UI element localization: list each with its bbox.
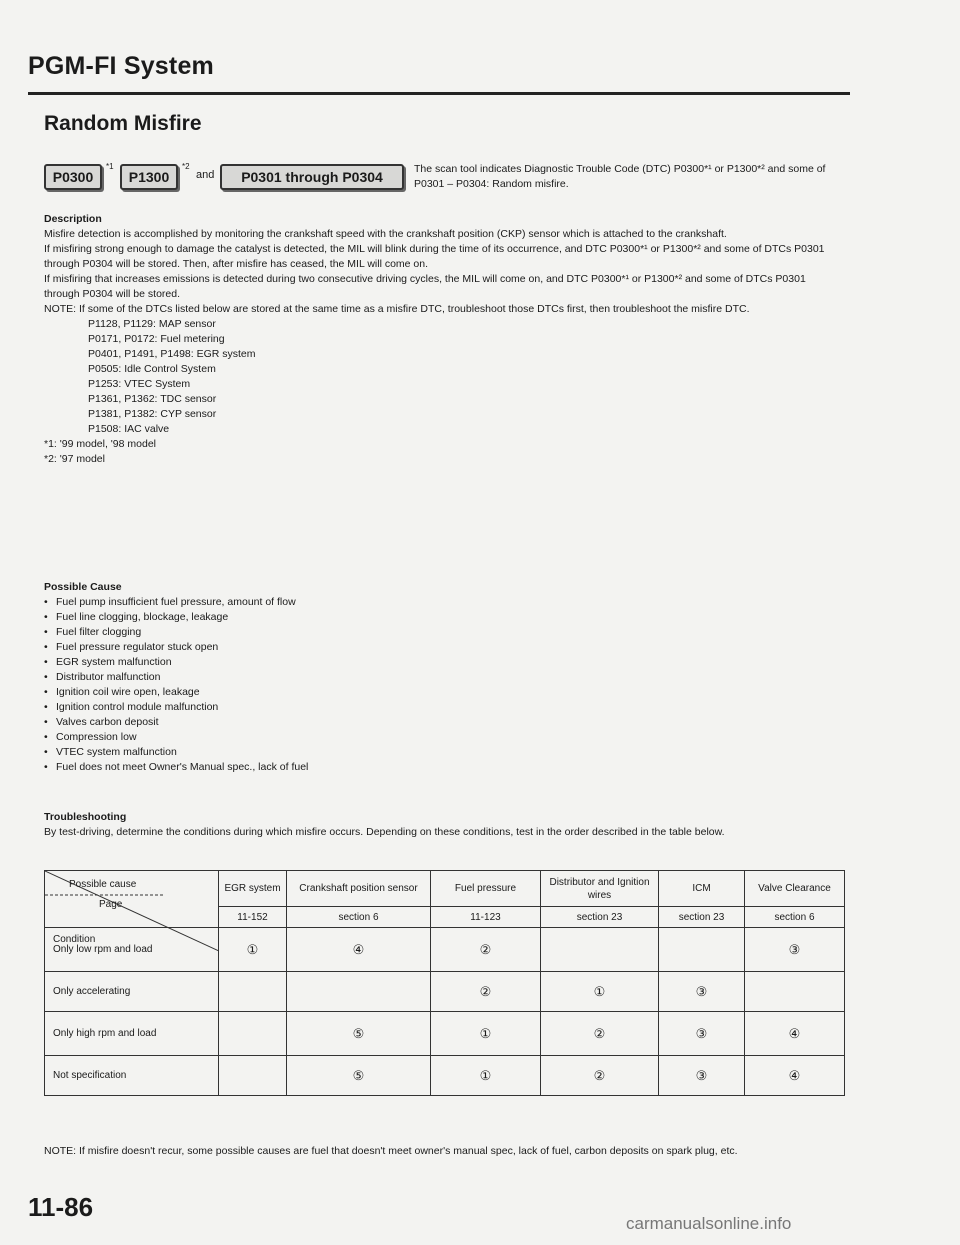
column-page-ref: section 23 <box>541 907 659 928</box>
possible-cause-item: • Distributor malfunction <box>44 670 844 685</box>
watermark: carmanualsonline.info <box>626 1214 792 1233</box>
corner-label-possible-cause: Possible cause <box>69 879 137 890</box>
related-dtc-item: P1508: IAC valve <box>88 423 170 435</box>
related-dtc-item: P1361, P1362: TDC sensor <box>88 393 217 405</box>
row-condition: Only accelerating <box>45 972 219 1012</box>
column-header: ICM <box>659 871 745 907</box>
row-condition: Only low rpm and load <box>45 928 219 972</box>
order-cell: ② <box>431 972 541 1012</box>
related-dtc-item: P1253: VTEC System <box>88 378 191 390</box>
possible-cause-item: • VTEC system malfunction <box>44 745 844 760</box>
row-condition: Only high rpm and load <box>45 1012 219 1056</box>
order-cell: ④ <box>745 1012 845 1056</box>
column-header: Fuel pressure <box>431 871 541 907</box>
description-note: NOTE: If some of the DTCs listed below are stored at the same time as a misfire DTC, troubleshoot those DTCs first, then troubleshoot the misfire DTC. <box>44 303 750 315</box>
dtc-code-box: P1300 <box>120 164 178 190</box>
footnote: *2: '97 model <box>44 453 105 465</box>
order-cell <box>219 972 287 1012</box>
order-cell: ③ <box>659 1012 745 1056</box>
order-cell <box>745 972 845 1012</box>
related-dtc-item: P0171, P0172: Fuel metering <box>88 333 225 345</box>
table-header-row <box>45 871 845 907</box>
column-header: Crankshaft position sensor <box>287 871 431 907</box>
dtc-description: The scan tool indicates Diagnostic Trouble Code (DTC) P0300*¹ or P1300*² and some of P0301 – P0304: Random misfire. <box>414 163 826 190</box>
order-cell <box>287 972 431 1012</box>
related-dtc-list <box>44 317 844 437</box>
corner-label-condition: Condition <box>53 934 96 945</box>
order-cell: ③ <box>659 972 745 1012</box>
order-cell <box>541 928 659 972</box>
order-cell: ② <box>541 1012 659 1056</box>
troubleshooting-heading: Troubleshooting <box>44 811 127 823</box>
table-row <box>45 972 845 1012</box>
footer-note: NOTE: If misfire doesn't recur, some possible causes are fuel that doesn't meet owner's manual spec, lack of fuel, carbon deposits on spark plug, etc. <box>44 1145 738 1157</box>
possible-cause-section <box>44 580 844 775</box>
row-condition: Not specification <box>45 1056 219 1096</box>
description-paragraph: If misfiring strong enough to damage the catalyst is detected, the MIL will blink during the time of its occurrence, and DTC P0300*¹ or P1300*² and some of DTCs P0301 through P0304 will be stored. Then, after misfire has ceased, the MIL will come on. <box>44 243 825 270</box>
order-cell: ③ <box>659 1056 745 1096</box>
possible-cause-item: • Fuel line clogging, blockage, leakage <box>44 610 844 625</box>
table-row <box>45 1012 845 1056</box>
order-cell: ③ <box>745 928 845 972</box>
section-title: Random Misfire <box>44 112 202 135</box>
possible-cause-item: • Fuel pressure regulator stuck open <box>44 640 844 655</box>
possible-cause-item: • Ignition control module malfunction <box>44 700 844 715</box>
table-corner-cell <box>45 871 219 945</box>
order-cell: ① <box>219 928 287 972</box>
description-paragraph: Misfire detection is accomplished by monitoring the crankshaft speed with the crankshaft position (CKP) sensor which is attached to the crankshaft. <box>44 228 727 240</box>
order-cell <box>659 928 745 972</box>
order-cell: ① <box>431 1012 541 1056</box>
possible-cause-item: • Fuel filter clogging <box>44 625 844 640</box>
column-page-ref: section 6 <box>745 907 845 928</box>
order-cell: ① <box>541 972 659 1012</box>
description-paragraph: If misfiring that increases emissions is detected during two consecutive driving cycles, the MIL will come on, and DTC P0300*¹ or P1300*² and some of DTCs P0301 through P0304 will be stored. <box>44 273 806 300</box>
table-row <box>45 1056 845 1096</box>
order-cell: ④ <box>287 928 431 972</box>
footnote-marker: *2 <box>182 162 190 171</box>
column-page-ref: 11-123 <box>431 907 541 928</box>
possible-cause-item: • Fuel pump insufficient fuel pressure, amount of flow <box>44 595 844 610</box>
possible-cause-item: • Ignition coil wire open, leakage <box>44 685 844 700</box>
dtc-code-box: P0300 <box>44 164 102 190</box>
possible-cause-list <box>44 595 844 775</box>
column-header: Valve Clearance <box>745 871 845 907</box>
column-page-ref: section 6 <box>287 907 431 928</box>
description-section <box>44 212 844 467</box>
and-word: and <box>196 169 215 181</box>
footnote: *1: '99 model, '98 model <box>44 438 156 450</box>
column-header: Distributor and Ignition wires <box>541 871 659 907</box>
page-header-title: PGM-FI System <box>28 52 214 80</box>
order-cell: ⑤ <box>287 1056 431 1096</box>
corner-label-page: Page <box>99 899 123 910</box>
troubleshooting-table <box>44 870 845 1096</box>
description-heading: Description <box>44 213 102 225</box>
possible-cause-item: • Valves carbon deposit <box>44 715 844 730</box>
possible-cause-item: • EGR system malfunction <box>44 655 844 670</box>
order-cell <box>219 1056 287 1096</box>
order-cell: ② <box>431 928 541 972</box>
related-dtc-item: P0401, P1491, P1498: EGR system <box>88 348 256 360</box>
order-cell: ① <box>431 1056 541 1096</box>
dtc-code-row <box>44 160 844 196</box>
troubleshooting-section <box>44 810 844 840</box>
possible-cause-item: • Compression low <box>44 730 844 745</box>
order-cell <box>219 1012 287 1056</box>
page-number: 11-86 <box>28 1192 94 1222</box>
related-dtc-item: P0505: Idle Control System <box>88 363 216 375</box>
column-page-ref: section 23 <box>659 907 745 928</box>
related-dtc-item: P1381, P1382: CYP sensor <box>88 408 217 420</box>
possible-cause-item: • Fuel does not meet Owner's Manual spec., lack of fuel <box>44 760 844 775</box>
related-dtc-item: P1128, P1129: MAP sensor <box>88 318 216 330</box>
order-cell: ② <box>541 1056 659 1096</box>
column-page-ref: 11-152 <box>219 907 287 928</box>
troubleshooting-text: By test-driving, determine the conditions during which misfire occurs. Depending on these conditions, test in the order described in the table below. <box>44 826 725 838</box>
possible-cause-heading: Possible Cause <box>44 581 122 593</box>
column-header: EGR system <box>219 871 287 907</box>
footnote-marker: *1 <box>106 162 114 171</box>
order-cell: ④ <box>745 1056 845 1096</box>
dtc-code-box: P0301 through P0304 <box>220 164 404 190</box>
order-cell: ⑤ <box>287 1012 431 1056</box>
header-divider <box>28 92 850 95</box>
